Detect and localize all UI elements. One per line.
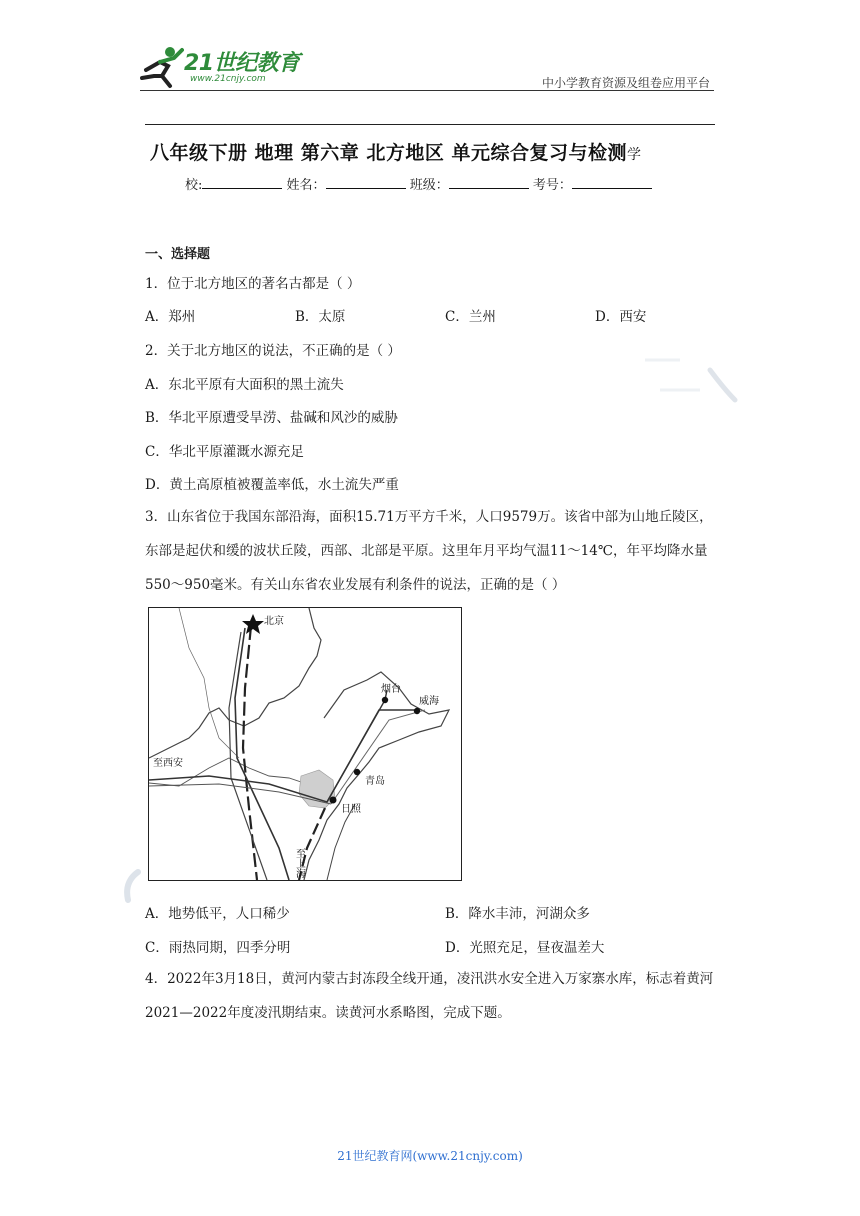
- name-label: 姓名：: [286, 178, 326, 193]
- q2-option-a[interactable]: A．东北平原有大面积的黑土流失: [145, 377, 344, 393]
- q1-option-a[interactable]: A．郑州: [145, 309, 196, 325]
- railway-beijing-east: [235, 628, 289, 880]
- q2-option-b[interactable]: B．华北平原遭受旱涝、盐碱和风沙的威胁: [145, 410, 398, 426]
- site-logo: [140, 42, 310, 92]
- header-divider: [140, 90, 714, 91]
- railway-xian-weihai: [149, 710, 415, 802]
- q1-stem: 1．位于北方地区的著名古都是（ ）: [145, 276, 361, 292]
- label-qingdao: 青岛: [365, 776, 385, 787]
- q4-stem: 4．2022年3月18日，黄河内蒙古封冻段全线开通，凌汛洪水安全进入万家寨水库，标志着黄河2021—2022年度凌汛期结束。读黄河水系略图，完成下题。: [145, 971, 714, 1021]
- label-yantai: 烟台: [381, 684, 401, 695]
- watermark-mark: [640, 345, 750, 415]
- rizhao-dot: [330, 797, 337, 804]
- id-label: 考号：: [532, 178, 572, 193]
- title-main: 八年级下册 地理 第六章 北方地区 单元综合复习与检测: [150, 142, 627, 164]
- label-rizhao: 日照: [341, 804, 361, 815]
- class-label: 班级：: [409, 178, 449, 193]
- qingdao-dot: [354, 769, 360, 775]
- rizhao-area: [299, 770, 335, 808]
- q1-option-d[interactable]: D．西安: [595, 309, 647, 325]
- railway-weihai-branch: [331, 710, 425, 804]
- student-info: [185, 174, 652, 193]
- q3-stem: 3．山东省位于我国东部沿海，面积15.71万平方千米，人口9579万。该省中部为山地丘陵区，东部是起伏和缓的波状丘陵，西部、北部是平原。这里年月平均气温11～14℃，年平均降水量550～950毫米。有关山东省农业发展有利条件的说法，正确的是（ ）: [145, 509, 713, 593]
- label-beijing: 北京: [264, 616, 284, 627]
- shandong-railway-map: [148, 607, 462, 881]
- q1-option-c[interactable]: C．兰州: [445, 309, 496, 325]
- footer-link[interactable]: 21世纪教育网(www.21cnjy.com): [337, 1149, 523, 1163]
- q2-stem: 2．关于北方地区的说法，不正确的是（ ）: [145, 343, 401, 359]
- q3-option-d[interactable]: D．光照充足，昼夜温差大: [445, 940, 605, 956]
- name-blank[interactable]: [326, 176, 406, 189]
- weihai-dot: [414, 708, 420, 714]
- school-blank[interactable]: [202, 176, 282, 189]
- id-blank[interactable]: [572, 176, 652, 189]
- title-suffix: 学: [626, 147, 642, 163]
- coastline-north: [149, 608, 321, 758]
- header-tagline: 中小学教育资源及组卷应用平台: [541, 76, 710, 90]
- label-to-shanghai: 至上海: [293, 848, 305, 878]
- title-rule: [145, 124, 715, 125]
- q2-option-d[interactable]: D．黄土高原植被覆盖率低，水土流失严重: [145, 477, 399, 493]
- runner-icon: [140, 42, 184, 90]
- q1-option-b[interactable]: B．太原: [295, 309, 346, 325]
- class-blank[interactable]: [449, 176, 529, 189]
- q3-option-c[interactable]: C．雨热同期，四季分明: [145, 940, 291, 956]
- section-heading: 一、选择题: [145, 247, 211, 262]
- school-label: 校:: [185, 178, 203, 193]
- logo-url: www.21cnjy.com: [190, 74, 266, 84]
- q3-option-b[interactable]: B．降水丰沛，河湖众多: [445, 906, 590, 922]
- q2-option-c[interactable]: C．华北平原灌溉水源充足: [145, 444, 304, 460]
- page-title: [150, 138, 641, 165]
- railway-line: [229, 632, 267, 880]
- q3-option-a[interactable]: A．地势低平，人口稀少: [145, 906, 290, 922]
- logo-text: 21世纪教育: [184, 51, 300, 76]
- label-weihai: 威海: [419, 696, 439, 707]
- watermark-mark-left: [118, 868, 148, 908]
- railway-beijing-south: [243, 626, 257, 880]
- label-to-xian: 至西安: [153, 758, 183, 769]
- coastline-south: [327, 804, 355, 880]
- map-figure: [149, 608, 461, 880]
- yantai-dot: [382, 697, 388, 703]
